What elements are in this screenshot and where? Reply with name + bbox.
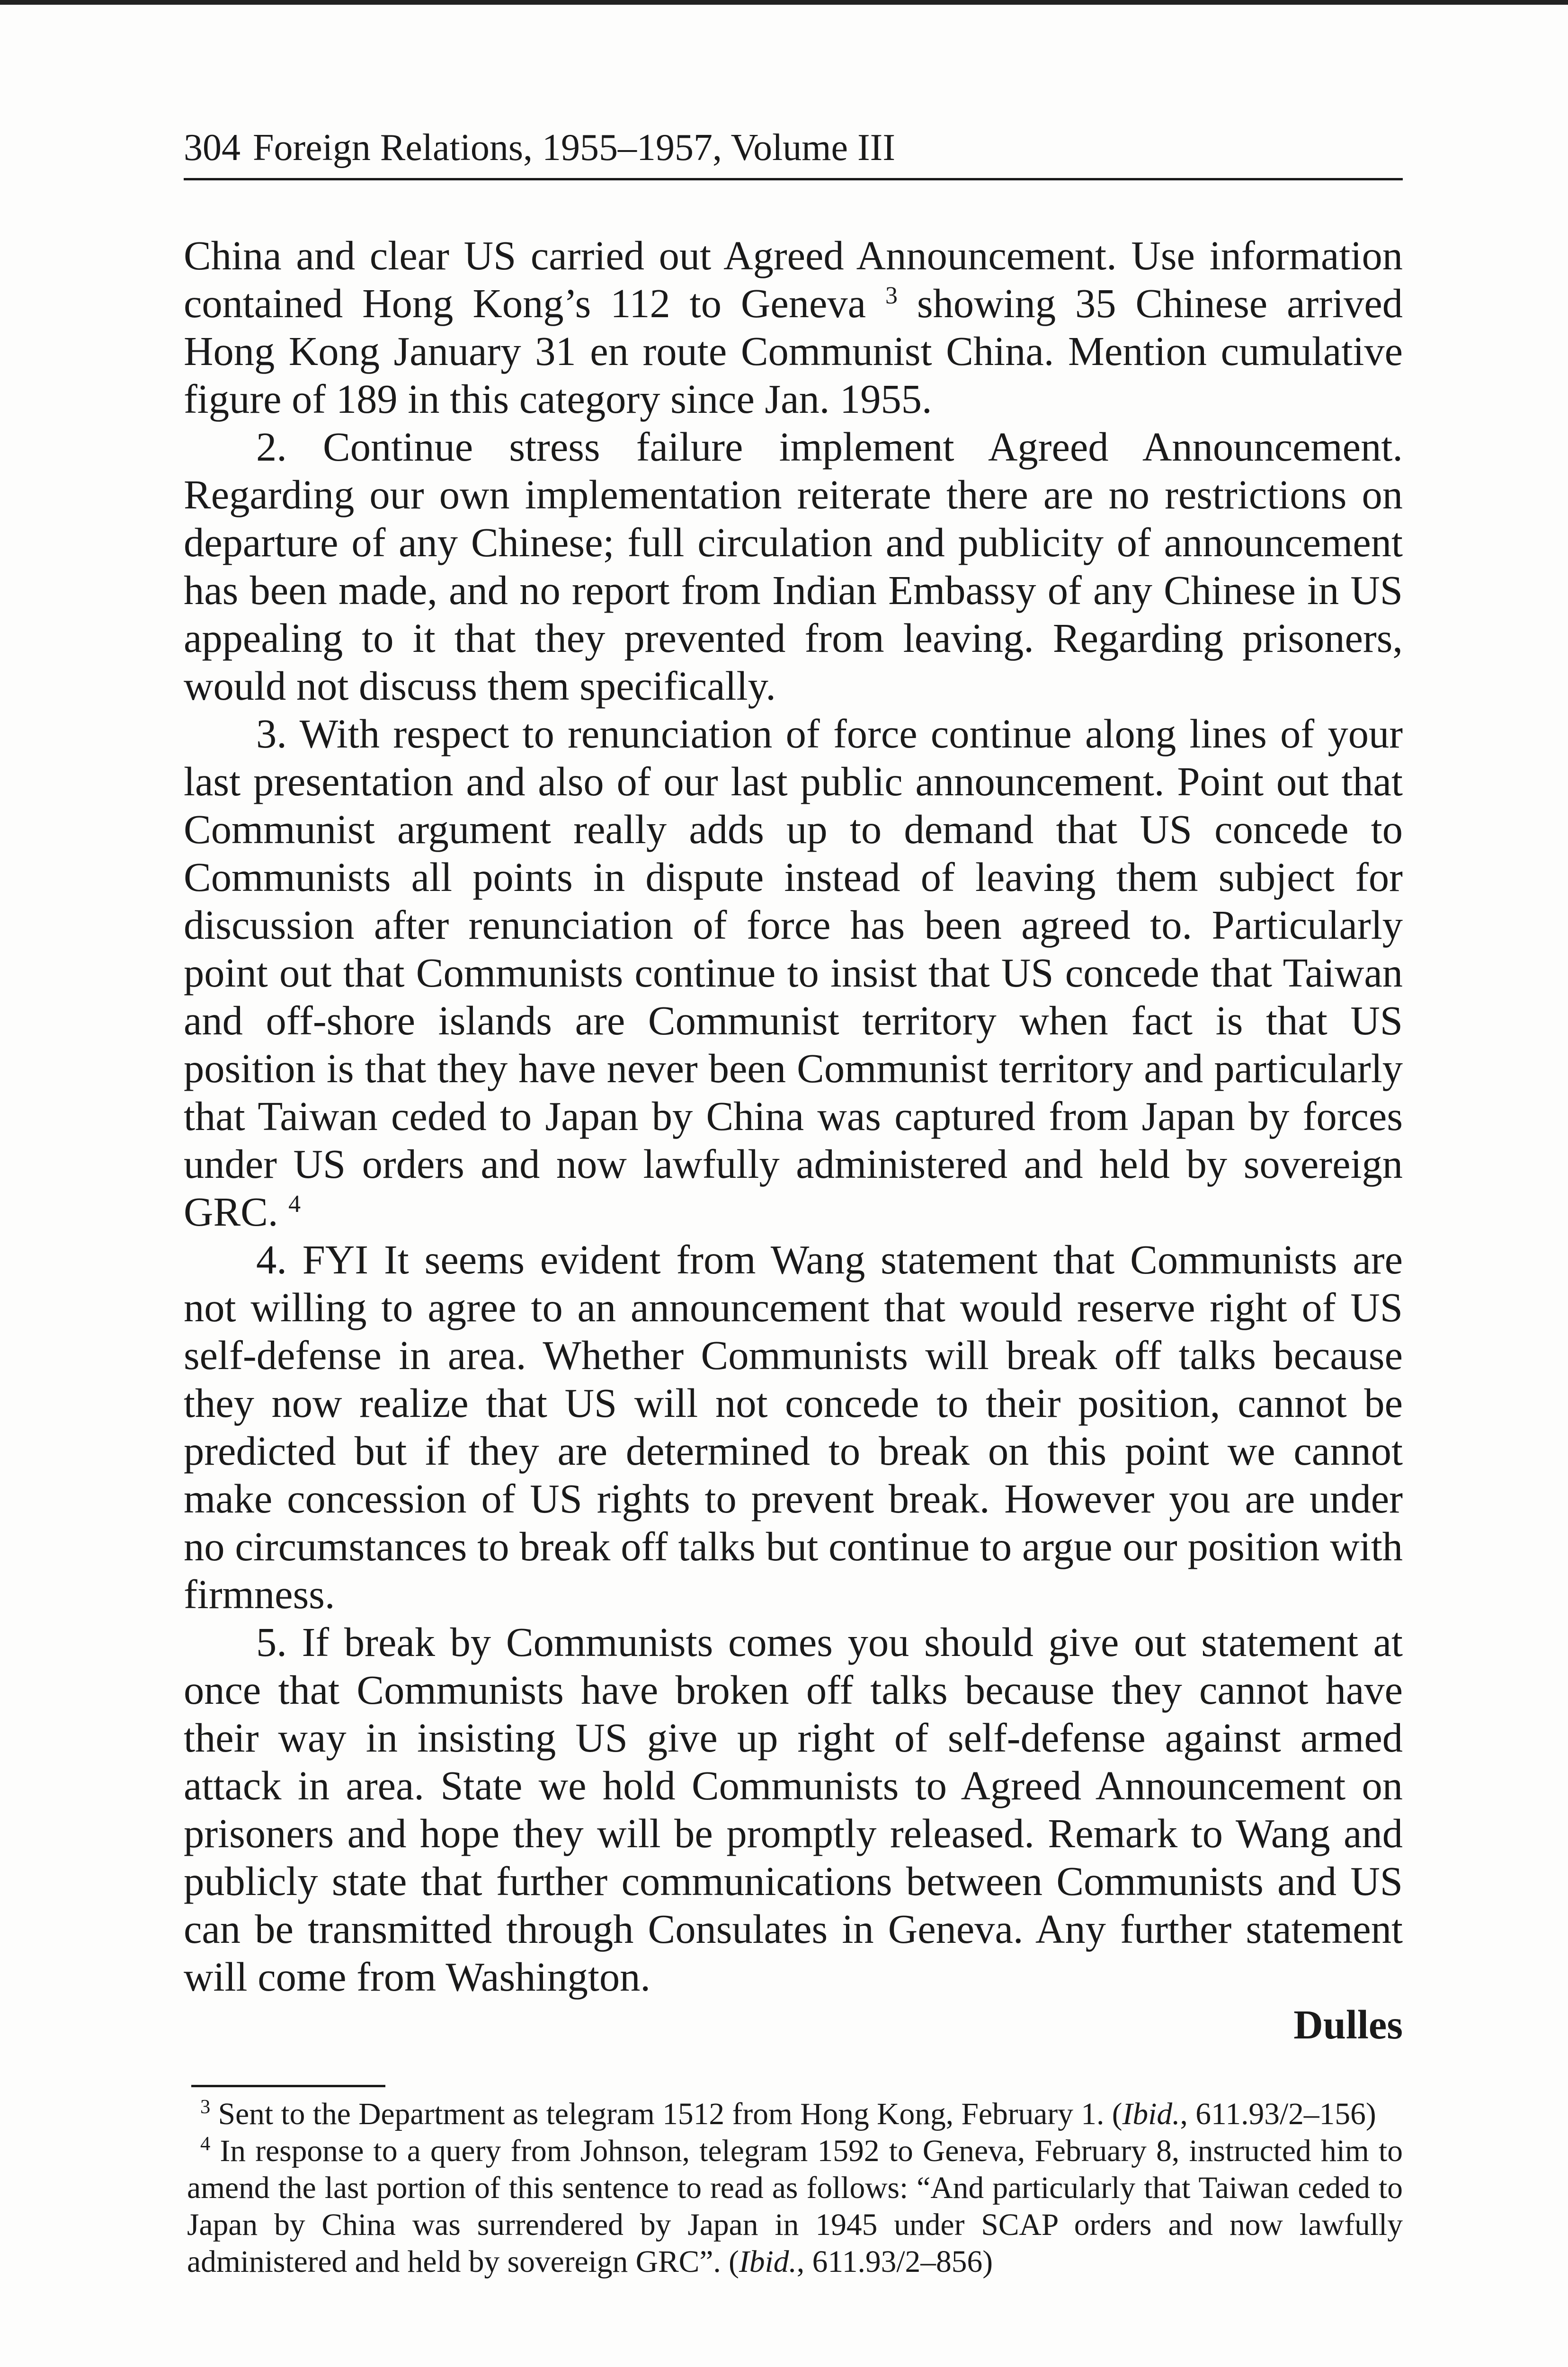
footnote-ref-4[interactable]: 4 [288, 1191, 301, 1218]
paragraph-continued: China and clear US carried out Agreed Announcement. Use information contained Hong Kong’s 112 to Geneva $^3$ showing 35 Chinese arrived Hong Kong January 31 en route Communist China. Mention cumulative figure of 189 in this category since Jan. 1955. [184, 233, 1403, 422]
running-title: Foreign Relations, 1955–1957, Volume III [253, 127, 895, 169]
paragraph-4: 4. FYI It seems evident from Wang statement that Communists are not willing to agree to an announcement that would reserve right of US self-defense in area. Whether Communists will break off talks because they now realize that US will not concede to their position, cannot be predicted but if they are determined to break on this point we cannot make concession of US rights to prevent break. However you are under no circumstances to break off talks but continue to argue our position with firmness. [184, 1237, 1403, 1617]
page-number: 304 [184, 127, 241, 169]
footnote-rule [191, 2085, 385, 2087]
footnote-mark-3: 3 [200, 2095, 211, 2118]
paragraph-2: 2. Continue stress failure implement Agreed Announcement. Regarding our own implementation reiterate there are no restrictions on departure of any Chinese; full circulation and publicity of announcement has been made, and no report from Indian Embassy of any Chinese in US appealing to it that they prevented from leaving. Regarding prisoners, would not discuss them specifically. [184, 424, 1403, 709]
running-header [184, 129, 1403, 180]
footnote-4: $^4$ In response to a query from Johnson, telegram 1592 to Geneva, February 8, instructed him to amend the last portion of this sentence to read as follows: “And particularly that Taiwan ceded to Japan by China was surrendered by Japan in 1945 under SCAP orders and now lawfully administered and held by sovereign GRC”. (Ibid., 611.93/2–856) [187, 2132, 1403, 2279]
footnotes [187, 2096, 1403, 2280]
paragraph-5: 5. If break by Communists comes you should give out statement at once that Communists have broken off talks because they cannot have their way in insisting US give up right of self-defense against armed attack in area. State we hold Communists to Agreed Announcement on prisoners and hope they will be promptly released. Remark to Wang and publicly state that further communications between Communists and US can be transmitted through Consulates in Geneva. Any further statement will come from Washington. [184, 1620, 1403, 2000]
footnote-ref-3[interactable]: 3 [885, 282, 898, 310]
signature: Dulles [1293, 2002, 1403, 2047]
footnote-mark-4: 4 [200, 2132, 211, 2155]
top-border [0, 0, 1568, 5]
paragraph-3: 3. With respect to renunciation of force continue along lines of your last presentation and also of our last public announcement. Point out that Communist argument really adds up to demand that US concede to Communists all points in dispute instead of leaving them subject for discussion after renunciation of force has been agreed to. Particularly point out that Communists continue to insist that US concede that Taiwan and off-shore islands are Communist territory when fact is that US position is that they have never been Communist territory and particularly that Taiwan ceded to Japan by China was captured from Japan by forces under US orders and now lawfully administered and held by sovereign GRC. $^4$ [184, 711, 1403, 1235]
document-body [184, 232, 1403, 2049]
footnote-3: $^3$ Sent to the Department as telegram 1512 from Hong Kong, February 1. (Ibid., 611.93/2–156) [200, 2095, 1376, 2131]
